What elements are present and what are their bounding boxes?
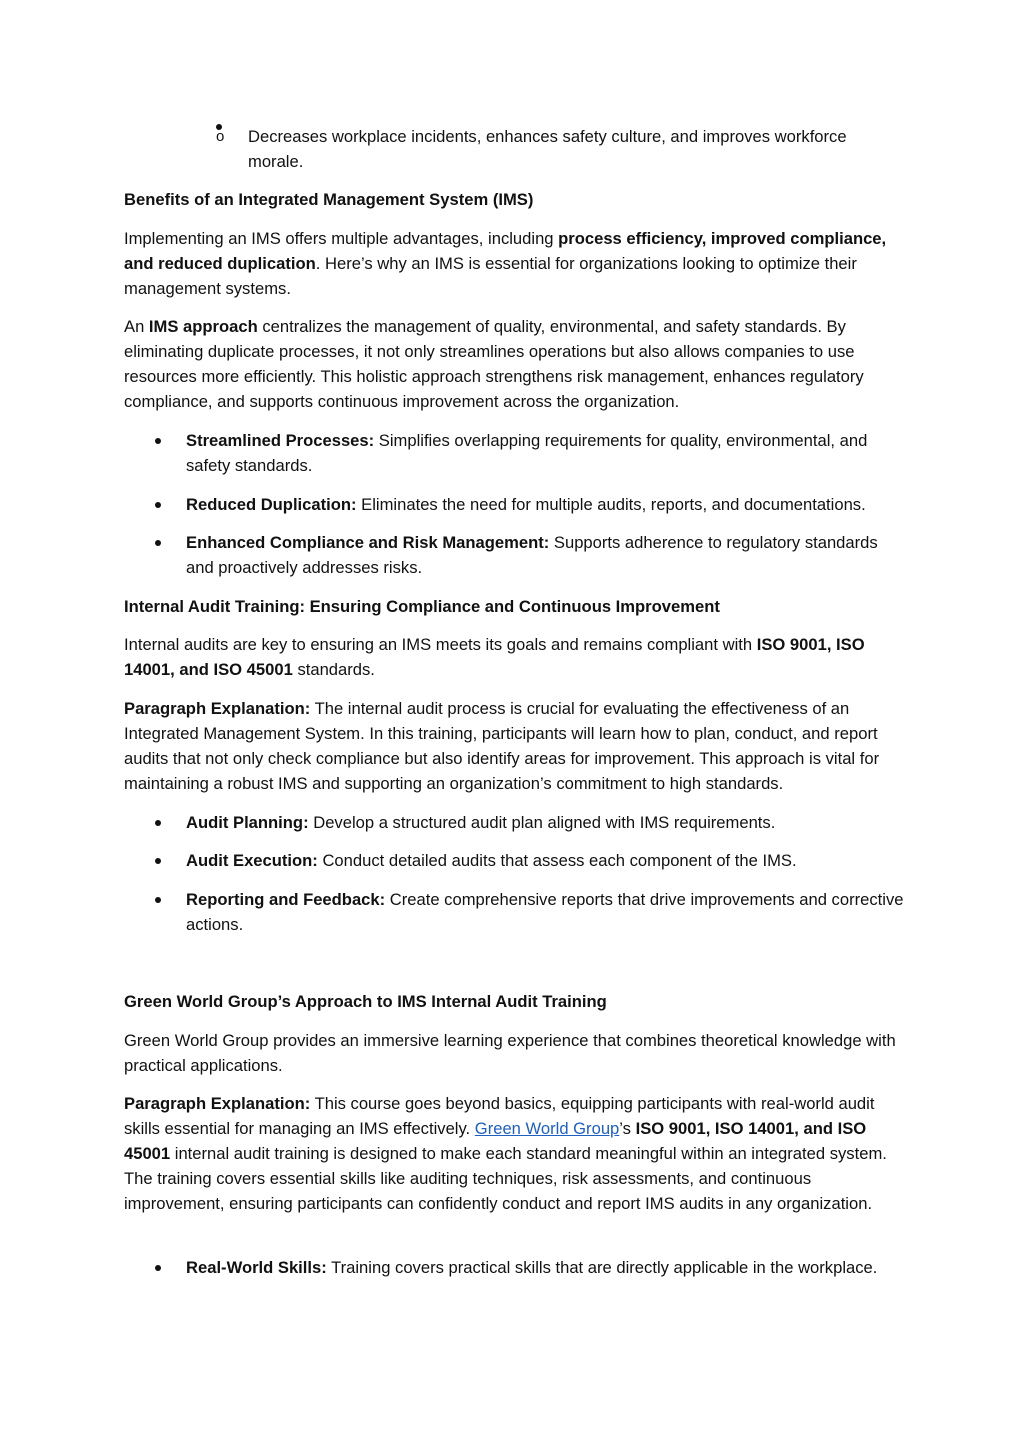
bullet-title: Reduced Duplication: bbox=[186, 495, 357, 514]
bullet-text: Develop a structured audit plan aligned with IMS requirements. bbox=[308, 813, 776, 832]
bullet-text: Training covers practical skills that are directly applicable in the workplace. bbox=[326, 1258, 878, 1277]
bullet-dot bbox=[155, 820, 161, 826]
ims-approach-text-b: centralizes the management of quality, environmental, and safety standards. By eliminating duplicate processes, it not only streamlines operations but also allows companies to use resources more efficiently. This holistic approach strengthens risk management, enhances regulatory compliance, and supports continuous improvement across the organization. bbox=[124, 317, 864, 411]
bullet-title: Streamlined Processes: bbox=[186, 431, 375, 450]
ims-approach-paragraph bbox=[124, 314, 900, 414]
gwg-intro-paragraph: Green World Group provides an immersive learning experience that combines theoretical knowledge with practical applications. bbox=[124, 1031, 896, 1075]
ims-intro-bold: process efficiency, improved compliance, and reduced duplication bbox=[124, 229, 887, 273]
sub-bullet-text: Decreases workplace incidents, enhances safety culture, and improves workforce morale. bbox=[248, 127, 847, 171]
gwg-explanation-text-c: internal audit training is designed to make each standard meaningful within an integrated system. The training covers essential skills like auditing techniques, risk assessments, and continuous improvement, ensuring participants can confidently conduct and report IMS audits in any organization. bbox=[124, 1144, 887, 1213]
section-heading-audit: Internal Audit Training: Ensuring Compliance and Continuous Improvement bbox=[124, 597, 720, 616]
bullet-text: Eliminates the need for multiple audits, reports, and documentations. bbox=[356, 495, 866, 514]
audit-intro-paragraph bbox=[124, 632, 900, 682]
gwg-explanation-text-b: ’s bbox=[619, 1119, 636, 1138]
ims-approach-bold: IMS approach bbox=[148, 317, 258, 336]
bullet-title: Audit Planning: bbox=[186, 813, 309, 832]
section-heading-ims: Benefits of an Integrated Management System (IMS) bbox=[124, 190, 534, 209]
ims-intro-text-a: Implementing an IMS offers multiple advantages, including bbox=[124, 229, 559, 248]
bullet-dot bbox=[155, 897, 161, 903]
green-world-group-link[interactable]: Green World Group bbox=[474, 1119, 620, 1138]
gwg-explanation-bold: ISO 9001, ISO 14001, and ISO 45001 bbox=[124, 1119, 867, 1163]
bullet-title: Audit Execution: bbox=[186, 851, 318, 870]
bullet-text: Simplifies overlapping requirements for quality, environmental, and safety standards. bbox=[186, 431, 868, 475]
audit-intro-bold: ISO 9001, ISO 14001, and ISO 45001 bbox=[124, 635, 865, 679]
bullet-title: Real-World Skills: bbox=[186, 1258, 327, 1277]
bullet-dot bbox=[155, 502, 161, 508]
sub-bullet-marker: o bbox=[216, 124, 222, 130]
bullet-text: Conduct detailed audits that assess each component of the IMS. bbox=[317, 851, 797, 870]
audit-intro-text-a: Internal audits are key to ensuring an IMS meets its goals and remains compliant with bbox=[124, 635, 757, 654]
bullet-title: Reporting and Feedback: bbox=[186, 890, 386, 909]
bullet-text: Create comprehensive reports that drive improvements and corrective actions. bbox=[186, 890, 904, 934]
audit-explanation-text: The internal audit process is crucial for evaluating the effectiveness of an Integrated Management System. In this training, participants will learn how to plan, conduct, and report audits that not only check compliance but also identify areas for improvement. This approach is vital for maintaining a robust IMS and supporting an organization’s commitment to high standards. bbox=[124, 699, 880, 793]
audit-intro-text-b: standards. bbox=[292, 660, 375, 679]
audit-explanation-paragraph bbox=[124, 696, 900, 796]
gwg-explanation-text-a: This course goes beyond basics, equipping participants with real-world audit skills essential for managing an IMS effectively. bbox=[124, 1094, 875, 1138]
ims-approach-text-a: An bbox=[124, 317, 149, 336]
bullet-dot bbox=[155, 858, 161, 864]
bullet-dot bbox=[155, 1265, 161, 1271]
bullet-dot bbox=[155, 438, 161, 444]
section-heading-gwg: Green World Group’s Approach to IMS Internal Audit Training bbox=[124, 992, 607, 1011]
audit-explanation-label: Paragraph Explanation: bbox=[124, 699, 311, 718]
ims-intro-paragraph bbox=[124, 226, 900, 301]
bullet-title: Enhanced Compliance and Risk Management: bbox=[186, 533, 550, 552]
bullet-dot bbox=[155, 540, 161, 546]
gwg-explanation-label: Paragraph Explanation: bbox=[124, 1094, 311, 1113]
gwg-explanation-paragraph bbox=[124, 1091, 900, 1216]
ims-intro-text-b: . Here’s why an IMS is essential for organizations looking to optimize their management systems. bbox=[124, 254, 857, 298]
bullet-text: Supports adherence to regulatory standards and proactively addresses risks. bbox=[186, 533, 878, 577]
